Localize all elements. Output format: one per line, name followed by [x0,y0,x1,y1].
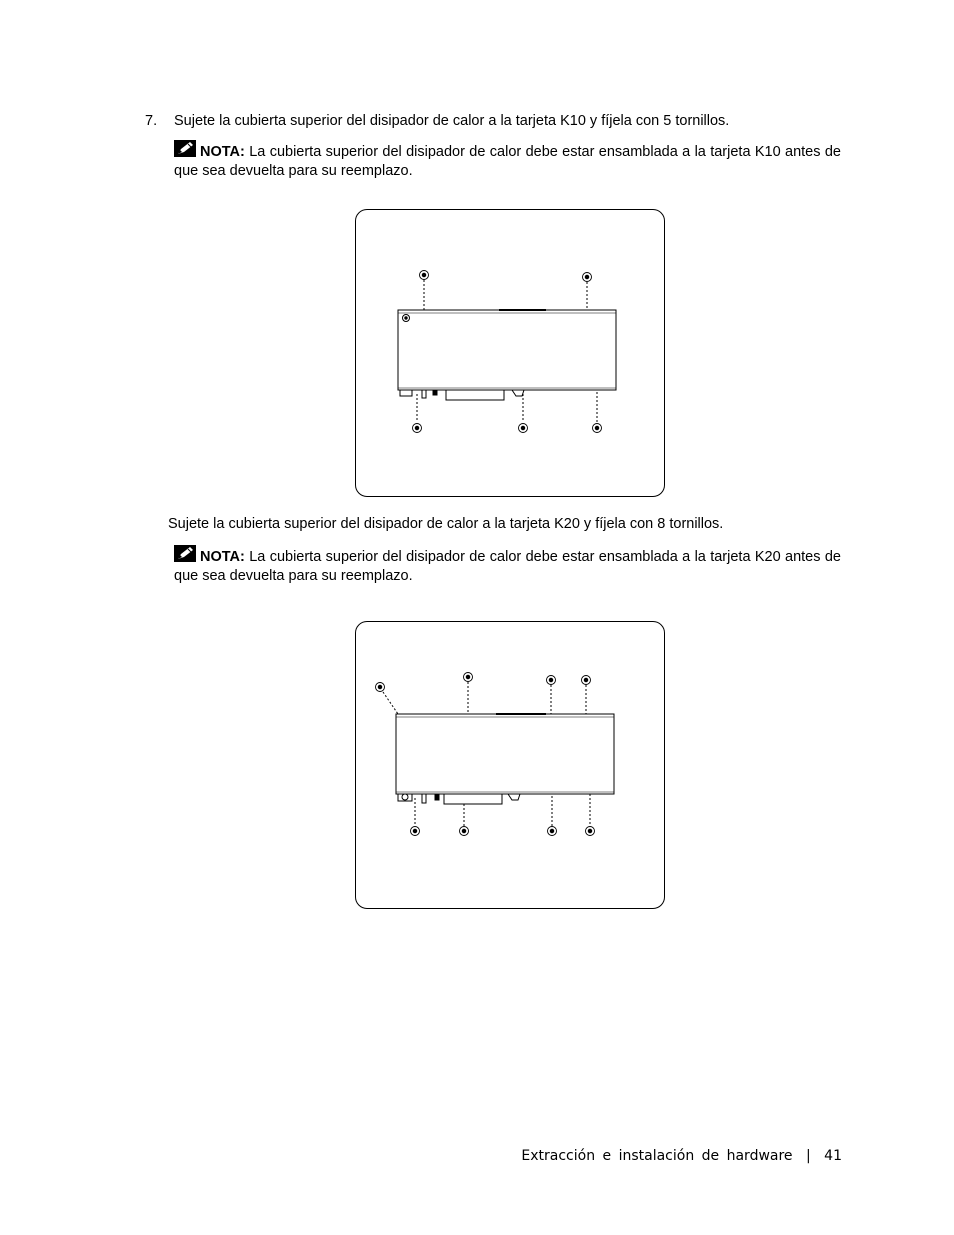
screw-icon [593,424,602,433]
page-footer [520,1148,842,1164]
step-number: 7. [145,113,158,129]
screw-icon [460,827,469,836]
note-pencil-icon [174,545,196,562]
screw-icon [583,273,592,282]
screw-icon [413,424,422,433]
note-label: NOTA: [200,144,245,160]
note-text: La cubierta superior del disipador de calor debe estar ensamblada a la tarjeta K10 antes de que sea devuelta para su reemplazo. [174,144,841,179]
footer-separator: | [806,1148,811,1164]
screw-icon [420,271,429,280]
footer-section-title: Extracción e instalación de hardware [521,1148,793,1164]
note-label: NOTA: [200,549,245,565]
screw-icon [582,676,591,685]
screw-icon [376,683,385,692]
screw-icon [411,827,420,836]
k10-heatsink-diagram [355,209,665,497]
step-7-text: Sujete la cubierta superior del disipador de calor a la tarjeta K10 y fíjela con 5 tornillos. [174,113,730,129]
note-pencil-icon [174,140,196,157]
screw-icon [547,676,556,685]
page-number: 41 [824,1148,842,1164]
screw-icon [548,827,557,836]
screw-icon [519,424,528,433]
screw-icon [464,673,473,682]
screw-icon [586,827,595,836]
note-text: La cubierta superior del disipador de calor debe estar ensamblada a la tarjeta K20 antes de que sea devuelta para su reemplazo. [174,549,841,584]
k20-heatsink-diagram [355,621,665,909]
note-k20 [174,545,841,586]
step-7 [145,112,845,130]
note-k10 [174,140,841,181]
k20-paragraph: Sujete la cubierta superior del disipador de calor a la tarjeta K20 y fíjela con 8 tornillos. [168,516,724,532]
